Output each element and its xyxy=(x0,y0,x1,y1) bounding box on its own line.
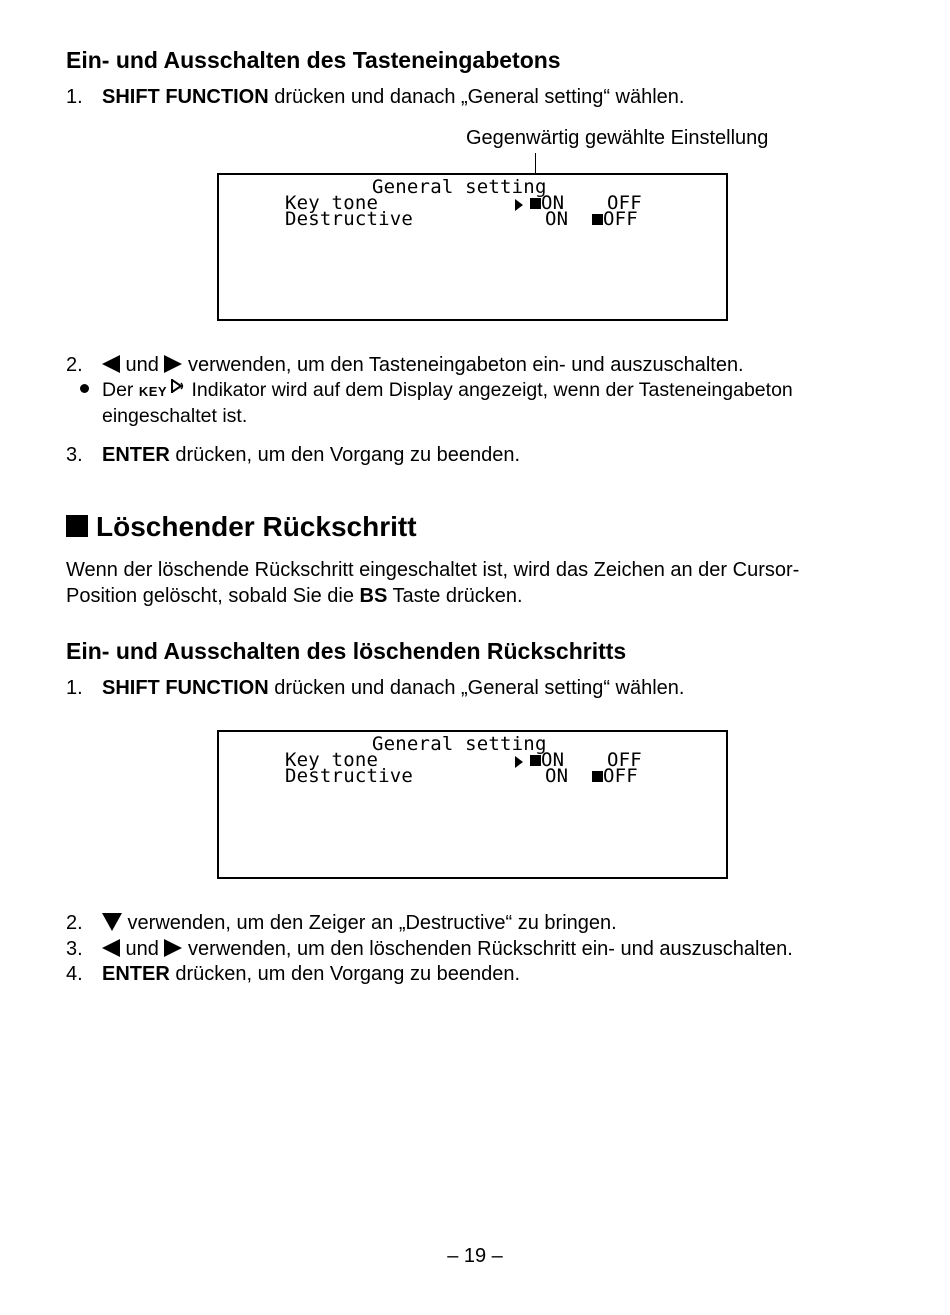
right-arrow-icon xyxy=(164,355,182,373)
selected-marker-icon xyxy=(592,771,603,782)
step-2 xyxy=(66,910,617,936)
step-1 xyxy=(66,84,684,110)
down-arrow-icon xyxy=(102,913,122,931)
section-heading-destructive: Löschender Rückschritt xyxy=(66,511,417,543)
section-paragraph xyxy=(66,557,886,609)
lcd-display xyxy=(217,730,728,879)
lcd-display xyxy=(217,173,728,321)
step-number: 1. xyxy=(66,86,83,108)
step-text: drücken, um den Vorgang zu beenden. xyxy=(169,444,521,466)
section-subheading: Ein- und Ausschalten des löschenden Rückschritts xyxy=(66,638,627,664)
step-3 xyxy=(66,936,793,962)
step-2 xyxy=(66,352,744,378)
key-name: SHIFT FUNCTION xyxy=(102,86,269,108)
selected-marker-icon xyxy=(530,755,541,766)
step-3 xyxy=(66,442,520,468)
lcd-row-destructive-off: OFF xyxy=(592,211,638,227)
lcd-row-key-tone-off: OFF xyxy=(607,192,642,214)
step-text: verwenden, um den löschenden Rückschritt ein- und auszuschalten. xyxy=(182,938,793,960)
lcd-title: General setting xyxy=(372,733,547,755)
lcd-row-destructive-label: Destructive xyxy=(285,765,414,787)
step-text: und xyxy=(120,938,165,960)
lcd-row-destructive-off: OFF xyxy=(592,768,638,784)
key-name: SHIFT FUNCTION xyxy=(102,677,269,699)
callout-label: Gegenwärtig gewählte Einstellung xyxy=(466,127,769,149)
lcd-row-key-tone-label: Key tone xyxy=(285,192,379,214)
step-number: 1. xyxy=(66,677,83,699)
lcd-row-destructive-on: ON xyxy=(545,208,569,230)
page-number: – 19 – xyxy=(447,1245,503,1267)
lcd-row-destructive-label: Destructive xyxy=(285,208,414,230)
bullet-note-line2: eingeschaltet ist. xyxy=(102,405,248,427)
key-tone-indicator-icon xyxy=(170,376,186,402)
section-heading-key-tone: Ein- und Ausschalten des Tasteneingabetons xyxy=(66,47,561,73)
step-number: 2. xyxy=(66,354,83,376)
step-text: verwenden, um den Zeiger an „Destructive“ zu bringen. xyxy=(122,912,617,934)
step-number: 3. xyxy=(66,938,83,960)
paragraph-line: Position gelöscht, sobald Sie die BS Taste drücken. xyxy=(66,585,523,607)
step-text: drücken und danach „General setting“ wählen. xyxy=(268,677,685,699)
lcd-cursor-icon xyxy=(515,197,523,213)
selected-marker-icon xyxy=(530,198,541,209)
section-square-icon xyxy=(66,515,88,537)
lcd-row-key-tone-on: ON xyxy=(530,752,564,768)
step-text: drücken, um den Vorgang zu beenden. xyxy=(169,963,521,985)
key-indicator-label: KEY xyxy=(138,384,168,399)
key-name: ENTER xyxy=(102,444,170,466)
lcd-row-key-tone-on: ON xyxy=(530,195,564,211)
selected-marker-icon xyxy=(592,214,603,225)
lcd-title: General setting xyxy=(372,176,547,198)
lcd-row-destructive-on: ON xyxy=(545,765,569,787)
step-number: 4. xyxy=(66,963,83,985)
paragraph-line: Wenn der löschende Rückschritt eingeschaltet ist, wird das Zeichen an der Cursor- xyxy=(66,559,800,581)
step-text: verwenden, um den Tasteneingabeton ein- und auszuschalten. xyxy=(182,354,744,376)
bullet-note: Der KEY Indikator wird auf dem Display angezeigt, wenn der Tasteneingabeton xyxy=(66,377,793,405)
key-name: BS xyxy=(359,585,388,607)
lcd-row-key-tone-off: OFF xyxy=(607,749,642,771)
step-number: 3. xyxy=(66,444,83,466)
step-text: und xyxy=(120,354,165,376)
step-text: drücken und danach „General setting“ wählen. xyxy=(268,86,685,108)
right-arrow-icon xyxy=(164,939,182,957)
step-1 xyxy=(66,675,684,701)
step-number: 2. xyxy=(66,912,83,934)
bullet-icon xyxy=(80,384,89,393)
key-name: ENTER xyxy=(102,963,170,985)
left-arrow-icon xyxy=(102,355,120,373)
lcd-row-key-tone-label: Key tone xyxy=(285,749,379,771)
step-4 xyxy=(66,961,520,987)
lcd-cursor-icon xyxy=(515,754,523,770)
left-arrow-icon xyxy=(102,939,120,957)
